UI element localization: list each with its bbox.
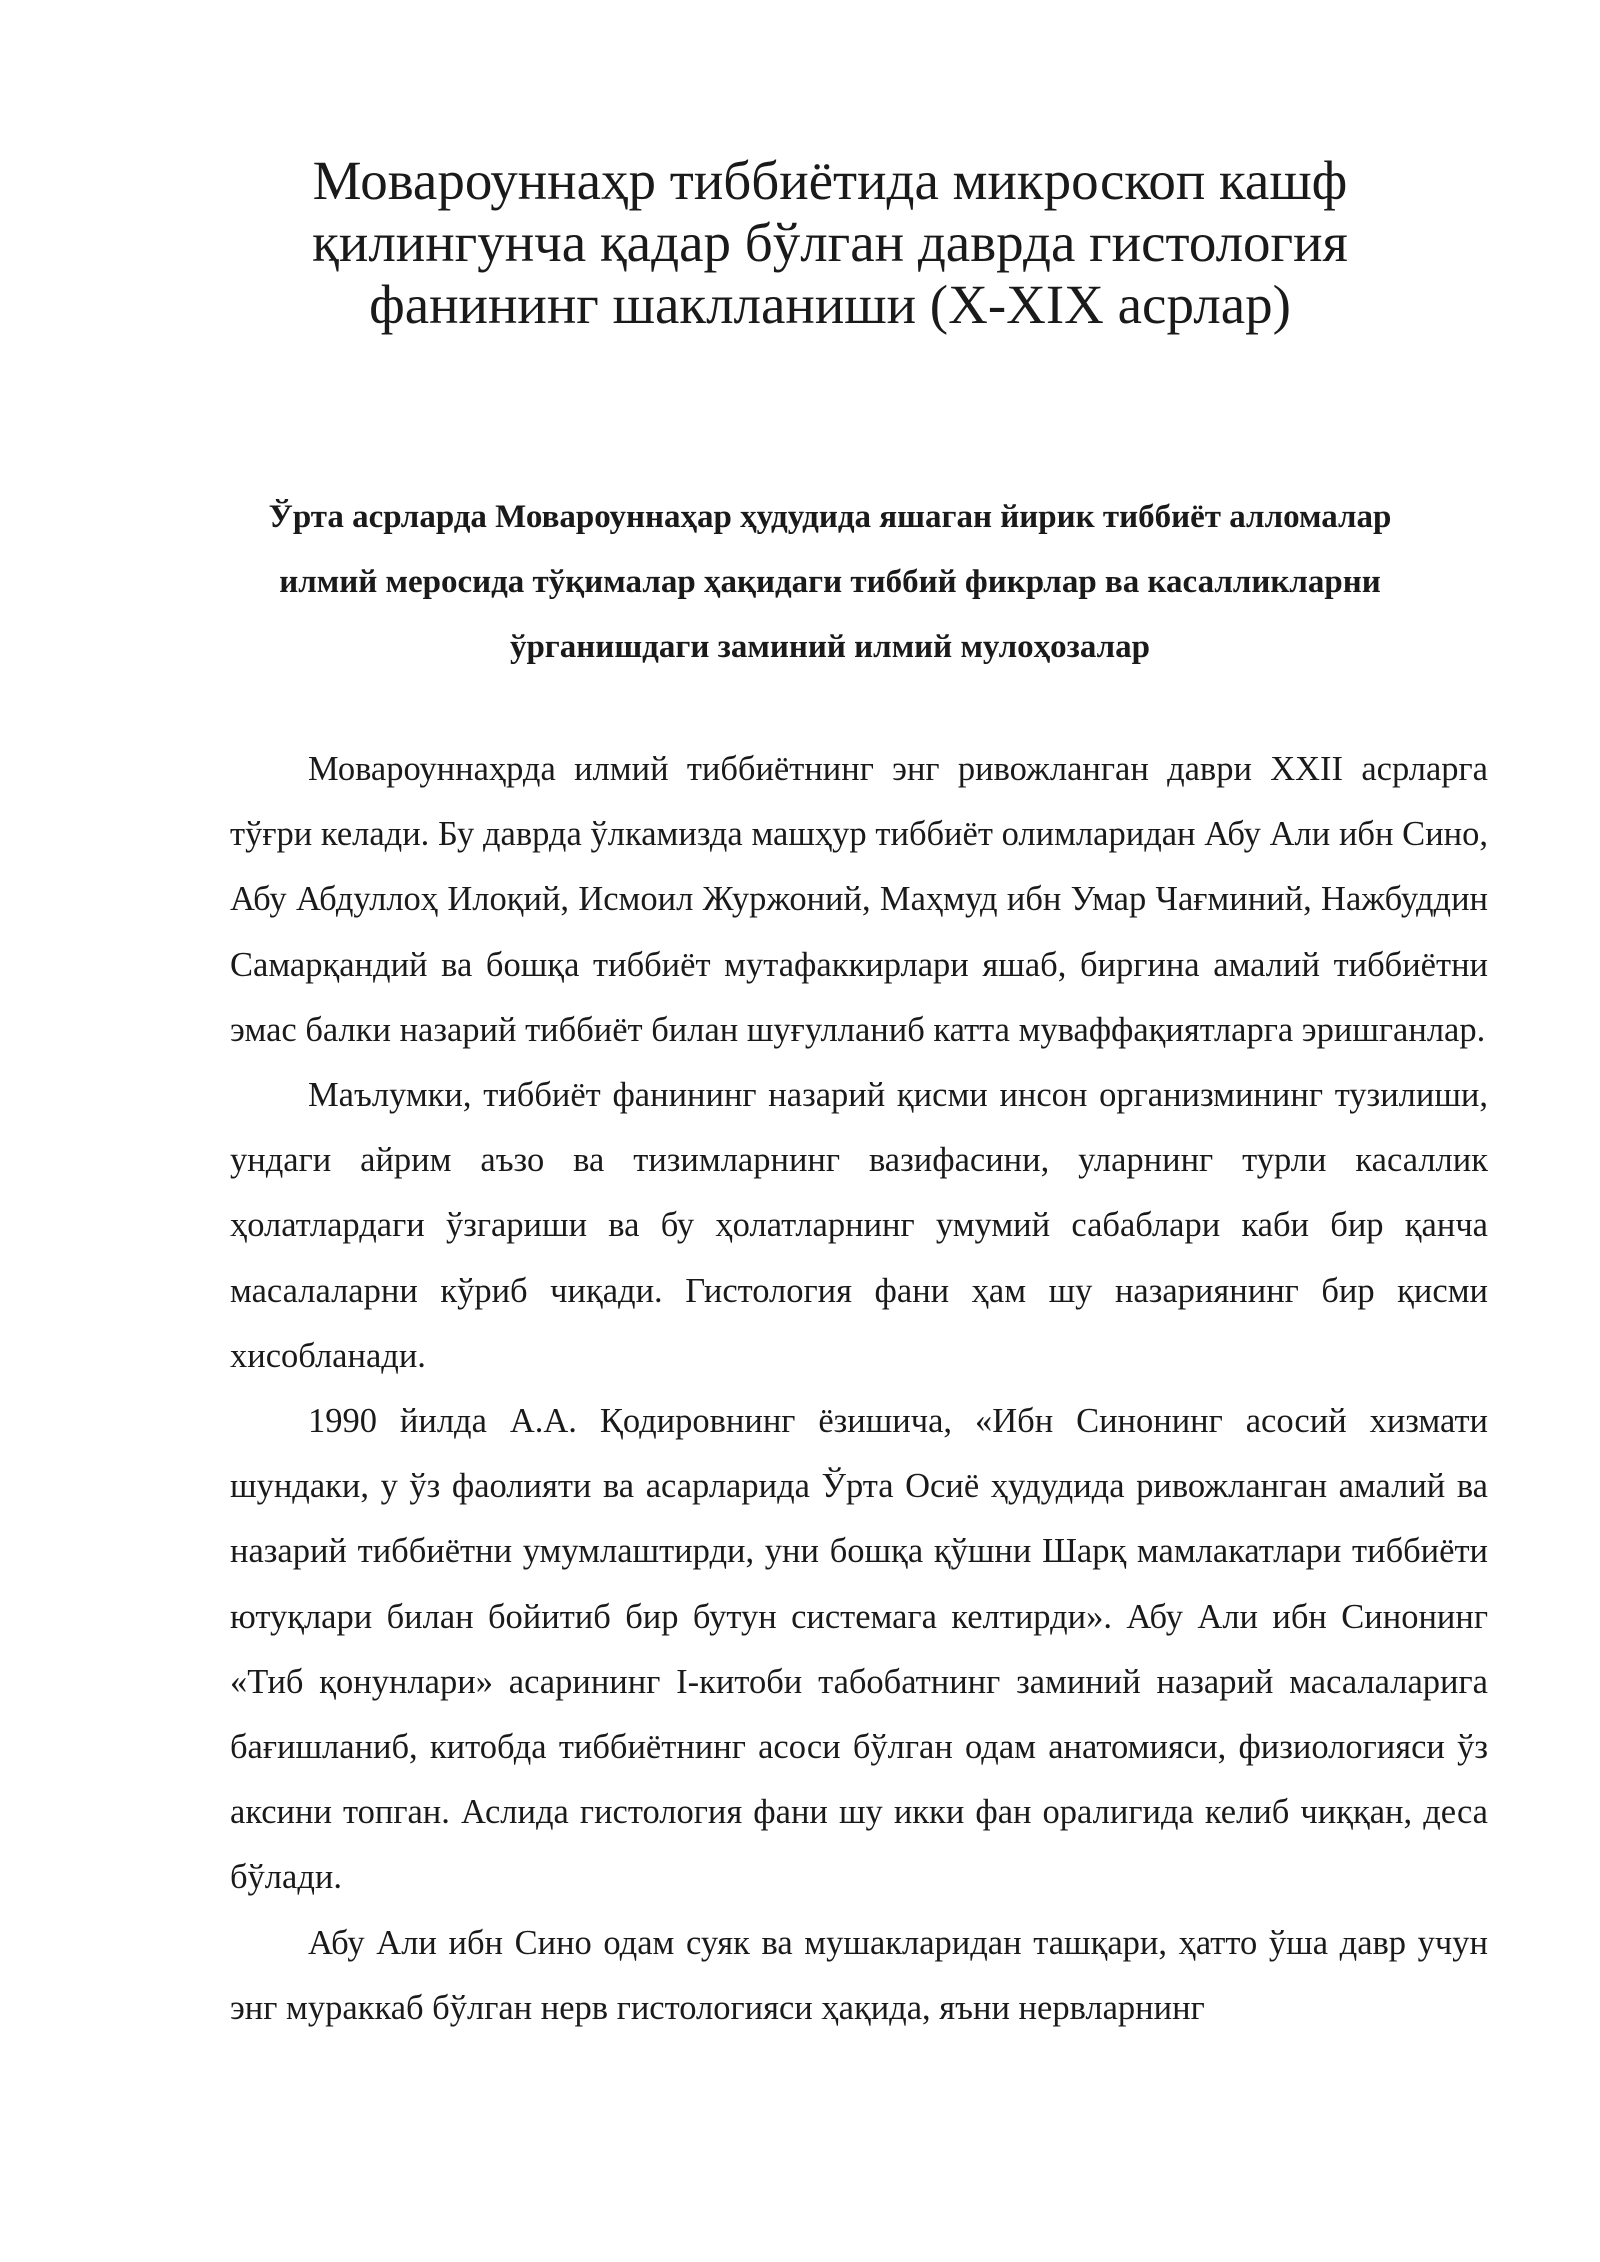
paragraph-2: Маълумки, тиббиёт фанининг назарий қисми инсон организмининг тузилиши, ундаги айрим аъзо ва тизимларнинг вазифасини, уларнинг турли касаллик ҳолатлардаги ўзгариши ва бу ҳолатларнинг умумий сабаблари каби бир қанча масалаларни кўриб чиқади. Гистология фани ҳам шу назариянинг бир қисми хисобланади. bbox=[230, 1076, 1488, 1375]
paragraph-1: Мовароуннаҳрда илмий тиббиётнинг энг ривожланган даври XXII асрларга тўғри келади. Бу даврда ўлкамизда машҳур тиббиёт олимларидан Абу Али ибн Сино, Абу Абдуллоҳ Илоқий, Исмоил Журжоний, Маҳмуд ибн Умар Чағминий, Нажбуддин Самарқандий ва бошқа тиббиёт мутафаккирлари яшаб, биргина амалий тиббиётни эмас балки назарий тиббиёт билан шуғулланиб катта муваффақиятларга эришганлар. bbox=[230, 750, 1488, 1049]
document-body bbox=[230, 737, 1488, 2041]
section-subtitle: Ўрта асрларда Мовароуннаҳар ҳудудида яшаган йирик тиббиёт алломалар илмий меросида тўқималар ҳақидаги тиббий фикрлар ва касалликларни ўрганишдаги заминий илмий мулоҳозалар bbox=[268, 499, 1392, 665]
document-title: Мовароуннаҳр тиббиётида микроскоп кашф қилингунча қадар бўлган даврда гистология фанининг шаклланиши (X-XIX асрлар) bbox=[312, 150, 1348, 335]
paragraph-3: 1990 йилда А.А. Қодировнинг ёзишича, «Ибн Синонинг асосий хизмати шундаки, у ўз фаолияти ва асарларида Ўрта Осиё ҳудудида ривожланган амалий ва назарий тиббиётни умумлаштирди, уни бошқа қўшни Шарқ мамлакатлари тиббиёти ютуқлари билан бойитиб бир бутун системага келтирди». Абу Али ибн Синонинг «Тиб қонунлари» асарининг I-китоби табобатнинг заминий назарий масалаларига бағишланиб, китобда тиббиётнинг асоси бўлган одам анатомияси, физиологияси ўз аксини топган. Аслида гистология фани шу икки фан оралигида келиб чиққан, деса бўлади. bbox=[230, 1402, 1488, 1897]
paragraph-4: Абу Али ибн Сино одам суяк ва мушакларидан ташқари, ҳатто ўша давр учун энг мураккаб бўлган нерв гистологияси ҳақида, яъни нервларнинг bbox=[230, 1923, 1488, 2027]
